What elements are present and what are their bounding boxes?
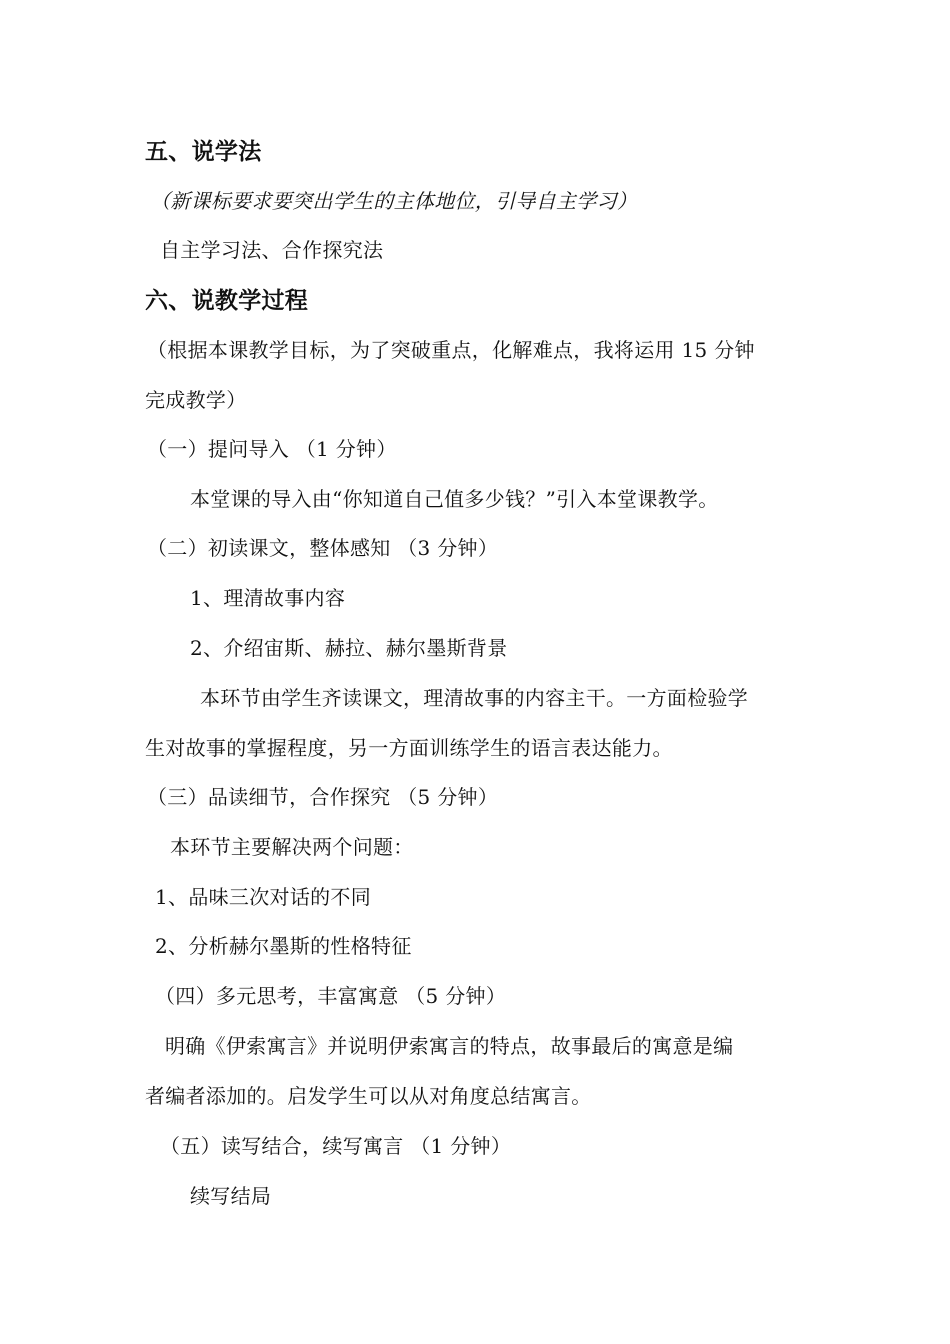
step-2-body-line-2: 生对故事的掌握程度，另一方面训练学生的语言表达能力。	[145, 736, 673, 760]
step-4-body-line-2: 者编者添加的。启发学生可以从对角度总结寓言。	[145, 1084, 592, 1108]
section-5-methods: 自主学习法、合作探究法	[160, 238, 384, 262]
step-2-body-line-1: 本环节由学生齐读课文，理清故事的内容主干。一方面检验学	[200, 686, 749, 710]
section-5-note: （新课标要求要突出学生的主体地位，引导自主学习）	[150, 189, 638, 213]
section-5-heading: 五、说学法	[145, 138, 262, 165]
section-6-intro-line-2: 完成教学）	[145, 388, 247, 412]
step-3-title: （三）品读细节，合作探究 （5 分钟）	[147, 785, 499, 809]
step-4-body-line-1: 明确《伊索寓言》并说明伊索寓言的特点，故事最后的寓意是编	[165, 1034, 734, 1058]
step-2-item-2: 2、介绍宙斯、赫拉、赫尔墨斯背景	[190, 636, 508, 660]
step-1-body: 本堂课的导入由“你知道自己值多少钱？”引入本堂课教学。	[190, 487, 719, 511]
step-2-item-1: 1、理清故事内容	[190, 586, 346, 610]
step-3-item-1: 1、品味三次对话的不同	[155, 885, 372, 909]
step-1-title: （一）提问导入 （1 分钟）	[147, 437, 397, 461]
step-2-title: （二）初读课文，整体感知 （3 分钟）	[147, 536, 499, 560]
step-4-title: （四）多元思考，丰富寓意 （5 分钟）	[155, 984, 507, 1008]
section-6-heading: 六、说教学过程	[145, 287, 309, 314]
step-3-item-2: 2、分析赫尔墨斯的性格特征	[155, 934, 412, 958]
section-6-intro-line-1: （根据本课教学目标，为了突破重点，化解难点，我将运用 15 分钟	[147, 338, 755, 362]
step-5-title: （五）读写结合，续写寓言 （1 分钟）	[160, 1134, 512, 1158]
step-3-lead: 本环节主要解决两个问题：	[170, 835, 414, 859]
step-5-body: 续写结局	[190, 1184, 272, 1208]
